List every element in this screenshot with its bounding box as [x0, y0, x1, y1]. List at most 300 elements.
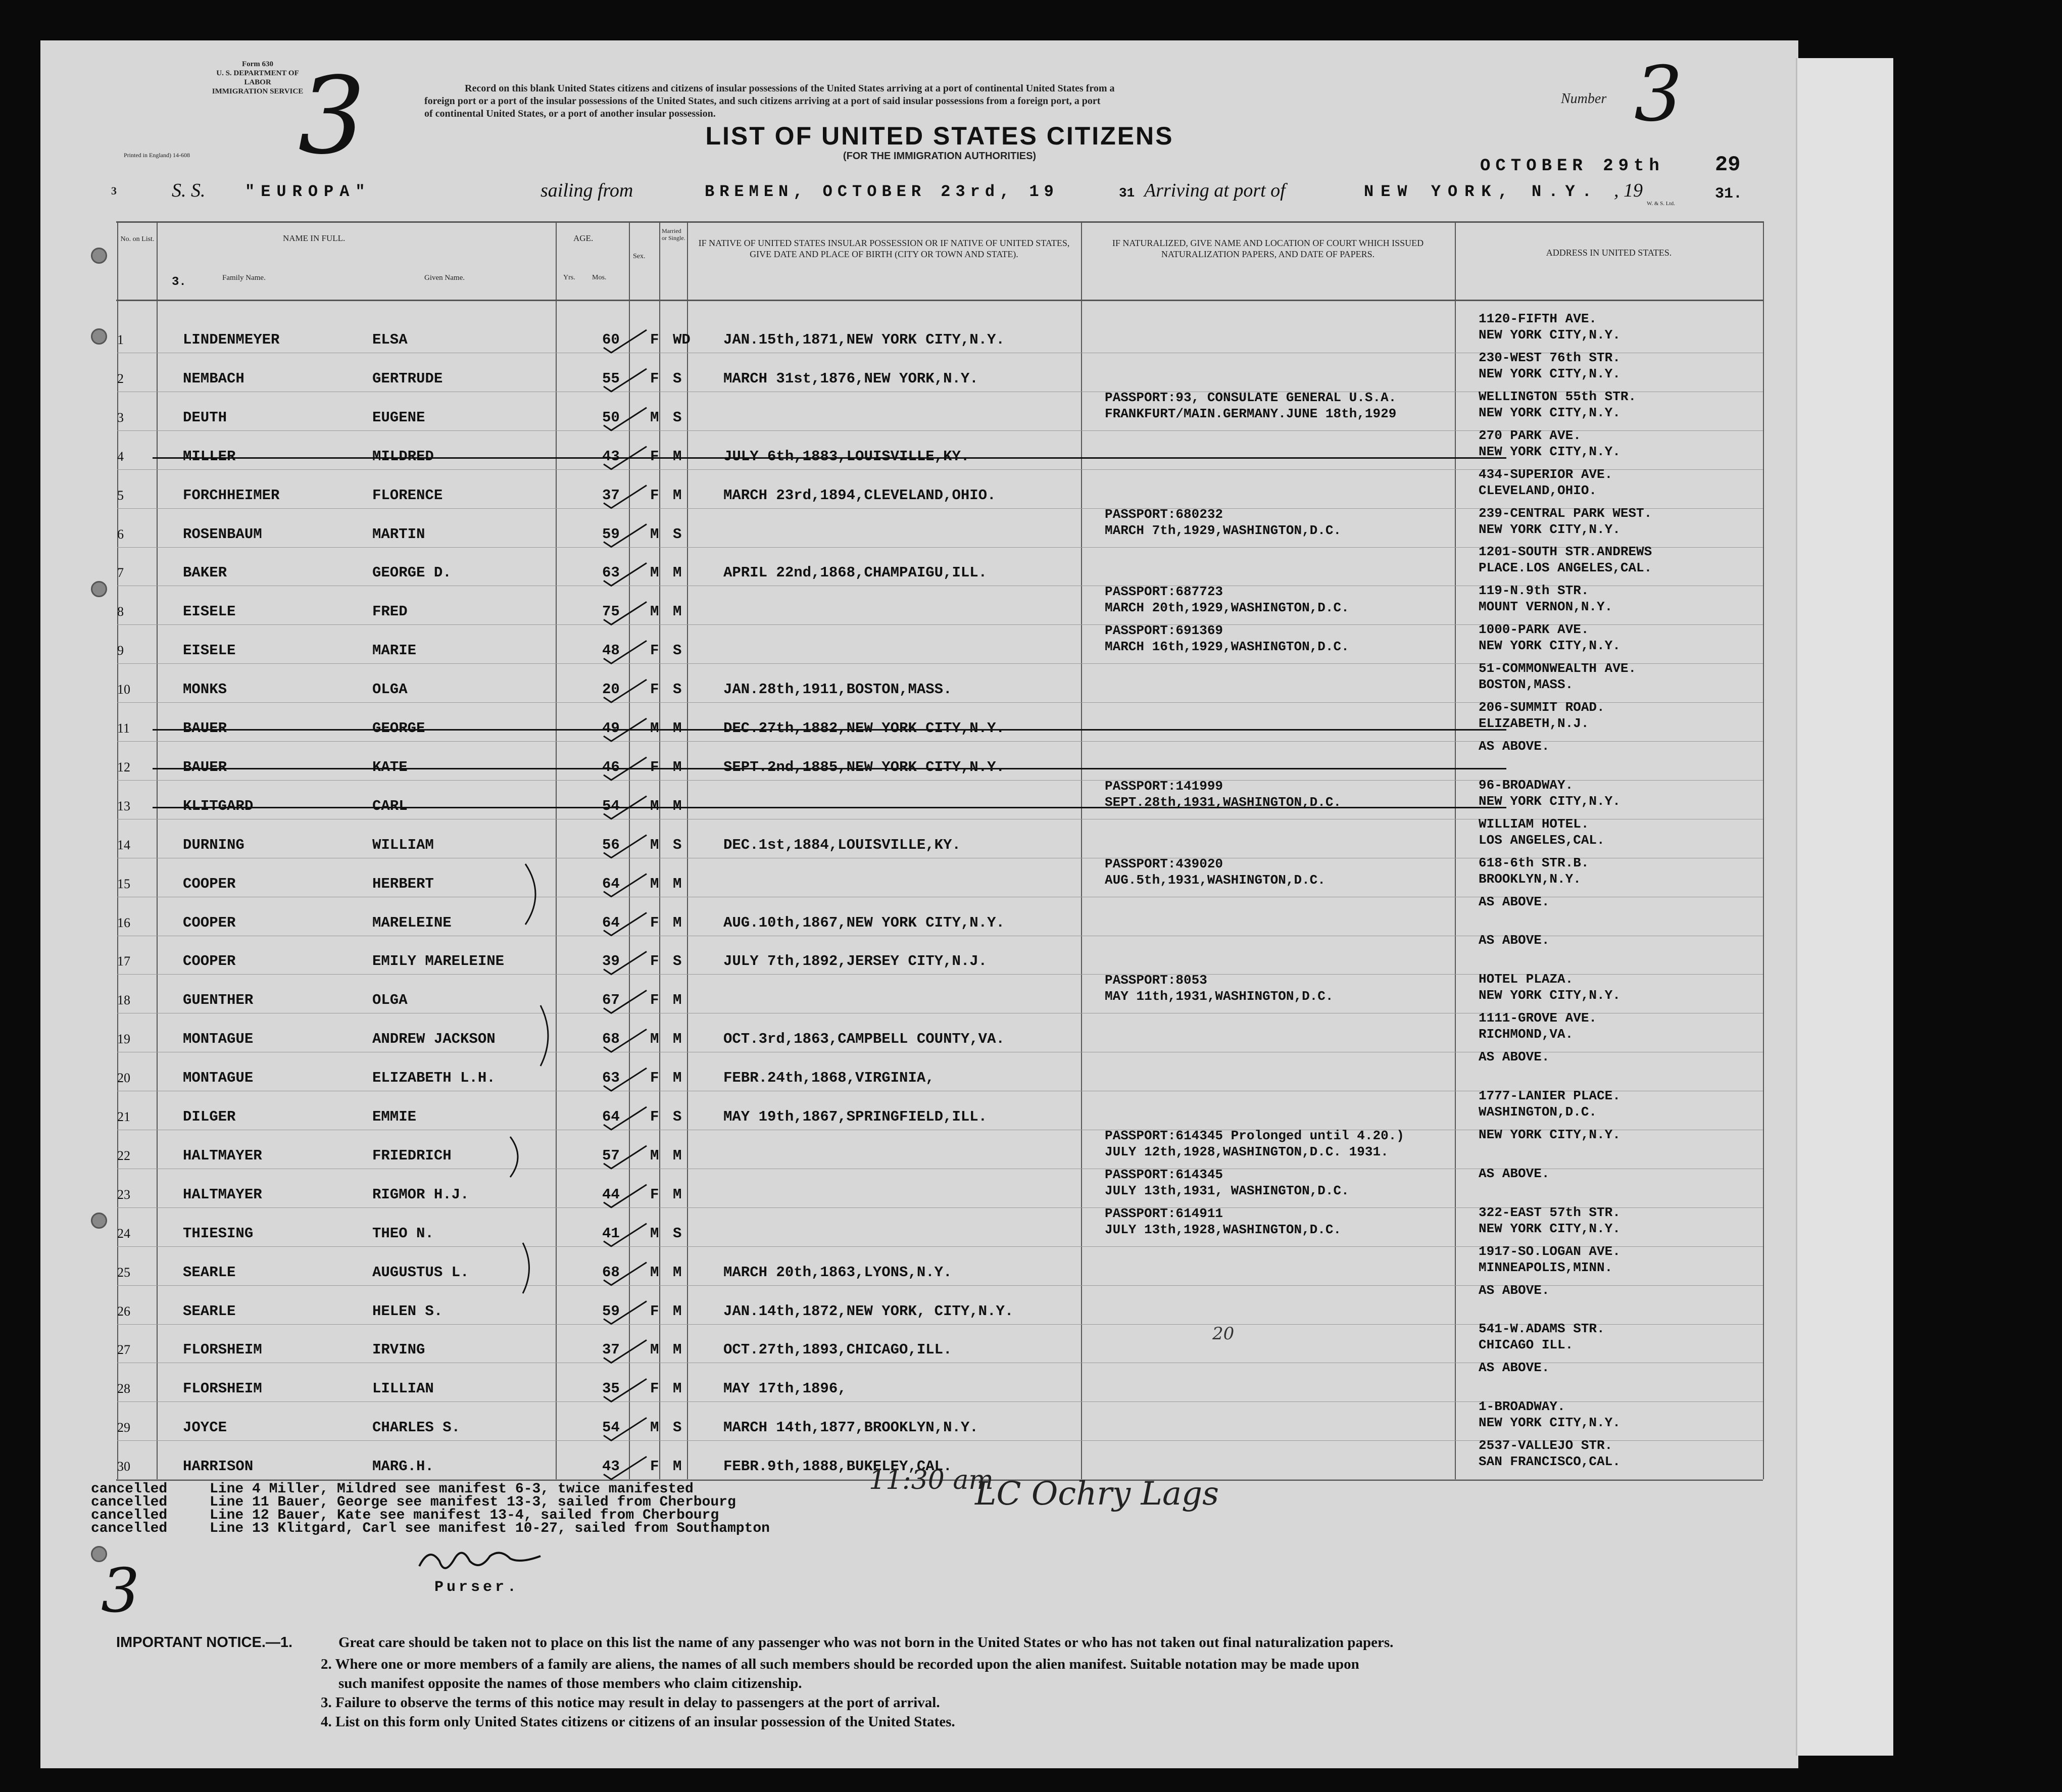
- cell-sex: F: [650, 1186, 659, 1203]
- cell-address: NEW YORK CITY,N.Y.: [1479, 405, 1621, 420]
- cell-sex: F: [650, 992, 659, 1009]
- cell-no: 21: [117, 1109, 130, 1124]
- ship-name: "EUROPA": [245, 182, 371, 201]
- cell-age: 54: [602, 797, 620, 814]
- cell-address: NEW YORK CITY,N.Y.: [1479, 1415, 1621, 1431]
- cell-given: FRIEDRICH: [372, 1147, 452, 1164]
- cell-family: LINDENMEYER: [183, 331, 280, 348]
- ss-label: S. S.: [172, 180, 206, 201]
- cell-family: MONTAGUE: [183, 1031, 254, 1048]
- cell-sex: F: [650, 758, 659, 776]
- cell-address: NEW YORK CITY,N.Y.: [1479, 638, 1621, 654]
- cell-sex: M: [650, 603, 659, 620]
- cancel-label: cancelled: [91, 1481, 168, 1497]
- cell-address: HOTEL PLAZA.: [1479, 972, 1574, 987]
- checkmark: [604, 369, 647, 392]
- cell-given: LILLIAN: [372, 1380, 434, 1397]
- cell-age: 35: [602, 1380, 620, 1397]
- col-header-mos: Mos.: [592, 274, 607, 281]
- cell-address: MOUNT VERNON,N.Y.: [1479, 599, 1613, 615]
- cell-age: 64: [602, 1108, 620, 1125]
- cell-naturalization: MARCH 16th,1929,WASHINGTON,D.C.: [1105, 639, 1349, 655]
- cell-no: 13: [117, 798, 130, 813]
- cell-sex: F: [650, 1070, 659, 1087]
- cell-family: FLORSHEIM: [183, 1380, 262, 1397]
- cell-no: 10: [117, 682, 130, 697]
- cell-family: DURNING: [183, 836, 244, 853]
- checkmark: [604, 796, 647, 819]
- cell-family: BAUER: [183, 758, 227, 776]
- cell-age: 75: [602, 603, 620, 620]
- cell-address: 618-6th STR.B.: [1479, 855, 1589, 870]
- cell-no: 4: [117, 449, 124, 464]
- sailing-year: 31: [1119, 185, 1135, 201]
- cell-family: HALTMAYER: [183, 1147, 262, 1164]
- checkmark: [604, 990, 647, 1013]
- cell-no: 18: [117, 993, 130, 1008]
- cell-birth: MARCH 14th,1877,BROOKLYN,N.Y.: [723, 1419, 978, 1436]
- notice-item: 3. Failure to observe the terms of this notice may result in delay to passengers at the port of arrival.: [321, 1694, 940, 1711]
- cell-address: 270 PARK AVE.: [1479, 427, 1581, 443]
- cell-family: BAKER: [183, 564, 227, 582]
- cell-given: EUGENE: [372, 409, 425, 426]
- cell-address: 119-N.9th STR.: [1479, 583, 1589, 599]
- cell-sex: M: [650, 836, 659, 853]
- col-header-name: NAME IN FULL.: [283, 233, 346, 243]
- cell-no: 29: [117, 1420, 130, 1435]
- cell-given: MILDRED: [372, 448, 434, 465]
- checkmark: [604, 641, 647, 663]
- cell-no: 19: [117, 1032, 130, 1047]
- cell-address: ELIZABETH,N.J.: [1479, 716, 1589, 731]
- cell-no: 2: [117, 371, 124, 386]
- cell-address: AS ABOVE.: [1479, 1166, 1550, 1181]
- cell-given: EMMIE: [372, 1108, 417, 1125]
- cell-naturalization: PASSPORT:8053: [1105, 973, 1207, 988]
- cell-naturalization: JULY 13th,1931, WASHINGTON,D.C.: [1105, 1183, 1349, 1198]
- cell-address: 1-BROADWAY.: [1479, 1399, 1565, 1415]
- cell-age: 59: [602, 1302, 620, 1320]
- cell-no: 16: [117, 915, 130, 930]
- cell-birth: DEC.27th,1882,NEW YORK CITY,N.Y.: [723, 720, 1005, 737]
- notice-label: IMPORTANT NOTICE.—1.: [116, 1634, 293, 1651]
- cell-given: FLORENCE: [372, 487, 443, 504]
- cell-address: 1111-GROVE AVE.: [1479, 1010, 1597, 1026]
- cell-address: RICHMOND,VA.: [1479, 1027, 1574, 1042]
- cell-naturalization: AUG.5th,1931,WASHINGTON,D.C.: [1105, 872, 1325, 888]
- cell-family: MONTAGUE: [183, 1070, 254, 1087]
- cell-given: GEORGE: [372, 720, 425, 737]
- purser-signature: [414, 1536, 556, 1581]
- cell-age: 60: [602, 331, 620, 348]
- checkmark: [604, 757, 647, 780]
- cell-no: 27: [117, 1342, 130, 1358]
- cell-naturalization: PASSPORT:687723: [1105, 584, 1223, 600]
- cell-naturalization: SEPT.28th,1931,WASHINGTON,D.C.: [1105, 794, 1342, 810]
- cell-given: ELSA: [372, 331, 408, 348]
- cell-age: 46: [602, 758, 620, 776]
- cell-family: FLORSHEIM: [183, 1341, 262, 1359]
- cell-address: NEW YORK CITY,N.Y.: [1479, 327, 1621, 343]
- cell-address: 322-EAST 57th STR.: [1479, 1204, 1621, 1220]
- cell-no: 26: [117, 1303, 130, 1319]
- cell-address: NEW YORK CITY,N.Y.: [1479, 444, 1621, 459]
- cell-ms: M: [673, 1341, 682, 1359]
- cell-family: GUENTHER: [183, 992, 254, 1009]
- cell-ms: M: [673, 1380, 682, 1397]
- cell-birth: JULY 7th,1892,JERSEY CITY,N.J.: [723, 953, 988, 970]
- checkmark: [604, 486, 647, 508]
- cell-age: 37: [602, 1341, 620, 1359]
- cell-age: 55: [602, 370, 620, 387]
- cell-address: 239-CENTRAL PARK WEST.: [1479, 505, 1652, 521]
- cell-naturalization: PASSPORT:614345: [1105, 1167, 1223, 1182]
- cell-no: 22: [117, 1148, 130, 1163]
- cell-given: KATE: [372, 758, 408, 776]
- cell-address: 1777-LANIER PLACE.: [1479, 1088, 1621, 1103]
- arrival-date: OCTOBER 29th: [1480, 157, 1664, 176]
- page-subtitle: (FOR THE IMMIGRATION AUTHORITIES): [843, 151, 1037, 162]
- cell-ms: M: [673, 758, 682, 776]
- cell-sex: M: [650, 1225, 659, 1242]
- cell-age: 48: [602, 642, 620, 659]
- cell-address: NEW YORK CITY,N.Y.: [1479, 988, 1621, 1003]
- cell-birth: OCT.3rd,1863,CAMPBELL COUNTY,VA.: [723, 1031, 1005, 1048]
- cell-given: ANDREW JACKSON: [372, 1031, 496, 1048]
- cell-address: NEW YORK CITY,N.Y.: [1479, 366, 1621, 381]
- cell-ms: M: [673, 1264, 682, 1281]
- cell-given: THEO N.: [372, 1225, 434, 1242]
- cell-address: AS ABOVE.: [1479, 894, 1550, 909]
- cell-family: MONKS: [183, 681, 227, 698]
- cell-address: 1000-PARK AVE.: [1479, 622, 1589, 638]
- cell-address: NEW YORK CITY,N.Y.: [1479, 1127, 1621, 1142]
- cell-birth: JAN.14th,1872,NEW YORK, CITY,N.Y.: [723, 1302, 1014, 1320]
- cell-sex: F: [650, 1458, 659, 1475]
- cell-address: NEW YORK CITY,N.Y.: [1479, 793, 1621, 809]
- bracket-mark: [541, 1005, 548, 1066]
- cell-given: ELIZABETH L.H.: [372, 1070, 496, 1087]
- cancel-text: Line 11 Bauer, George see manifest 13-3, sailed from Cherbourg: [210, 1494, 736, 1510]
- bracket-mark: [510, 1137, 518, 1177]
- cell-family: ROSENBAUM: [183, 525, 262, 543]
- cell-age: 64: [602, 875, 620, 892]
- cell-given: MARIE: [372, 642, 417, 659]
- col-header-sex: Sex.: [633, 253, 646, 260]
- cell-birth: JULY 6th,1883,LOUISVILLE,KY.: [723, 448, 970, 465]
- cell-birth: SEPT.2nd,1885,NEW YORK CITY,N.Y.: [723, 758, 1005, 776]
- cell-given: OLGA: [372, 992, 408, 1009]
- cell-address: 206-SUMMIT ROAD.: [1479, 700, 1605, 715]
- cell-given: MARG.H.: [372, 1458, 434, 1475]
- cell-no: 8: [117, 604, 124, 619]
- notice-item: 4. List on this form only United States citizens or citizens of an insular possession of the United States.: [321, 1714, 955, 1730]
- cell-address: AS ABOVE.: [1479, 1360, 1550, 1376]
- checkmark: [604, 447, 647, 469]
- cell-no: 11: [117, 721, 130, 736]
- handwritten-note: LC Ochry Lags: [975, 1475, 1219, 1513]
- cell-no: 1: [117, 332, 124, 347]
- bracket-mark: [525, 864, 535, 925]
- page-title: LIST OF UNITED STATES CITIZENS: [705, 122, 1174, 150]
- cell-given: RIGMOR H.J.: [372, 1186, 469, 1203]
- arrival-port: NEW YORK, N.Y.: [1364, 182, 1599, 201]
- cell-no: 20: [117, 1071, 130, 1086]
- checkmark: [604, 913, 647, 936]
- checkmark: [604, 1224, 647, 1246]
- cell-address: NEW YORK CITY,N.Y.: [1479, 1221, 1621, 1236]
- cell-ms: S: [673, 1225, 682, 1242]
- cancellation-notes: [91, 1483, 770, 1535]
- cell-family: HARRISON: [183, 1458, 254, 1475]
- number-value: 3: [1634, 51, 1683, 138]
- cell-birth: MAY 17th,1896,: [723, 1380, 847, 1397]
- cell-ms: S: [673, 953, 682, 970]
- cell-address: AS ABOVE.: [1479, 933, 1550, 948]
- cell-birth: OCT.27th,1893,CHICAGO,ILL.: [723, 1341, 952, 1359]
- notice-item: such manifest opposite the names of those members who claim citizenship.: [338, 1675, 802, 1691]
- cancel-label: cancelled: [91, 1494, 168, 1510]
- cell-naturalization: PASSPORT:141999: [1105, 778, 1223, 794]
- cell-address: CLEVELAND,OHIO.: [1479, 482, 1597, 498]
- cell-family: COOPER: [183, 953, 236, 970]
- cell-no: 3: [117, 410, 124, 425]
- cell-age: 56: [602, 836, 620, 853]
- cell-family: SEARLE: [183, 1264, 236, 1281]
- cell-naturalization: PASSPORT:680232: [1105, 506, 1223, 522]
- arrival-year: 31.: [1715, 185, 1743, 203]
- cell-no: 28: [117, 1381, 130, 1396]
- cell-no: 6: [117, 526, 124, 542]
- checkmark: [604, 1146, 647, 1169]
- cell-age: 37: [602, 487, 620, 504]
- cell-age: 59: [602, 525, 620, 543]
- cell-ms: S: [673, 681, 682, 698]
- cell-sex: M: [650, 1147, 659, 1164]
- cell-sex: F: [650, 370, 659, 387]
- cell-age: 50: [602, 409, 620, 426]
- cell-sex: M: [650, 720, 659, 737]
- col-header-address: ADDRESS IN UNITED STATES.: [1546, 248, 1672, 258]
- cell-birth: JAN.28th,1911,BOSTON,MASS.: [723, 681, 952, 698]
- cell-ms: M: [673, 603, 682, 620]
- cell-age: 67: [602, 992, 620, 1009]
- cell-address: AS ABOVE.: [1479, 738, 1550, 754]
- cell-given: AUGUSTUS L.: [372, 1264, 469, 1281]
- sailing-from: BREMEN, OCTOBER 23rd, 19: [705, 182, 1059, 201]
- sailing-label: sailing from: [541, 180, 633, 201]
- cell-address: PLACE.LOS ANGELES,CAL.: [1479, 560, 1652, 576]
- cell-sex: M: [650, 1419, 659, 1436]
- cell-sex: M: [650, 409, 659, 426]
- cell-naturalization: PASSPORT:93, CONSULATE GENERAL U.S.A.: [1105, 390, 1397, 405]
- cell-address: 541-W.ADAMS STR.: [1479, 1321, 1605, 1337]
- cell-age: 44: [602, 1186, 620, 1203]
- checkmark: [604, 1185, 647, 1207]
- year-prefix: , 19: [1614, 180, 1643, 201]
- cell-sex: M: [650, 1264, 659, 1281]
- cell-sex: M: [650, 875, 659, 892]
- intro-line: Record on this blank United States citizens and citizens of insular possessions of the United States arriving at a port of continental United States from a: [465, 83, 1115, 94]
- cell-sex: F: [650, 1380, 659, 1397]
- cell-age: 64: [602, 914, 620, 931]
- printed-note: Printed in England) 14-608: [124, 152, 190, 159]
- cell-age: 68: [602, 1031, 620, 1048]
- checkmark: [604, 1029, 647, 1052]
- cell-family: BAUER: [183, 720, 227, 737]
- arrival-day: 29: [1715, 153, 1741, 177]
- first-mark: 3.: [172, 275, 186, 289]
- cell-family: THIESING: [183, 1225, 254, 1242]
- cell-sex: F: [650, 331, 659, 348]
- cell-age: 49: [602, 720, 620, 737]
- cell-no: 7: [117, 565, 124, 580]
- cell-ms: M: [673, 564, 682, 582]
- cell-age: 43: [602, 448, 620, 465]
- cell-ms: S: [673, 642, 682, 659]
- cancellation-line: [91, 1522, 770, 1535]
- checkmark: [604, 1068, 647, 1091]
- cell-age: 20: [602, 681, 620, 698]
- cell-no: 24: [117, 1226, 130, 1241]
- checkmark: [604, 835, 647, 858]
- cell-no: 30: [117, 1459, 130, 1474]
- notice-item: Great care should be taken not to place on this list the name of any passenger who was not born in the United States or who has not taken out final naturalization papers.: [338, 1634, 1394, 1651]
- cell-given: GERTRUDE: [372, 370, 443, 387]
- cell-given: HERBERT: [372, 875, 434, 892]
- cell-sex: M: [650, 564, 659, 582]
- purser-label: Purser.: [434, 1579, 520, 1596]
- cell-naturalization: MARCH 20th,1929,WASHINGTON,D.C.: [1105, 600, 1349, 616]
- intro-line: of continental United States, or a port of another insular possession.: [424, 108, 716, 119]
- notice-item: 2. Where one or more members of a family are aliens, the names of all such members should be recorded upon the alien manifest. Suitable notation may be made upon: [321, 1656, 1359, 1672]
- cell-age: 41: [602, 1225, 620, 1242]
- cell-age: 54: [602, 1419, 620, 1436]
- cell-birth: FEBR.24th,1868,VIRGINIA,: [723, 1070, 935, 1087]
- cell-no: 17: [117, 954, 130, 969]
- cell-given: MARELEINE: [372, 914, 452, 931]
- cell-ms: M: [673, 1031, 682, 1048]
- cell-age: 68: [602, 1264, 620, 1281]
- cell-address: BOSTON,MASS.: [1479, 677, 1574, 693]
- col-header-yrs: Yrs.: [563, 274, 575, 281]
- cell-family: HALTMAYER: [183, 1186, 262, 1203]
- cell-sex: F: [650, 487, 659, 504]
- col-header-given: Given Name.: [424, 274, 465, 282]
- cell-ms: S: [673, 525, 682, 543]
- cell-sex: F: [650, 681, 659, 698]
- cell-birth: JAN.15th,1871,NEW YORK CITY,N.Y.: [723, 331, 1005, 348]
- cell-ms: WD: [673, 331, 691, 348]
- cell-naturalization: JULY 13th,1928,WASHINGTON,D.C.: [1105, 1222, 1342, 1237]
- cell-address: CHICAGO ILL.: [1479, 1337, 1574, 1353]
- checkmark: [604, 1263, 647, 1285]
- checkmark: [604, 718, 647, 741]
- cell-address: 230-WEST 76th STR.: [1479, 350, 1621, 365]
- cell-address: MINNEAPOLIS,MINN.: [1479, 1260, 1613, 1275]
- cell-address: WILLIAM HOTEL.: [1479, 816, 1589, 832]
- cell-age: 39: [602, 953, 620, 970]
- cell-birth: MARCH 20th,1863,LYONS,N.Y.: [723, 1264, 952, 1281]
- cell-no: 23: [117, 1187, 130, 1202]
- cell-given: OLGA: [372, 681, 408, 698]
- cell-address: WELLINGTON 55th STR.: [1479, 389, 1637, 404]
- cell-birth: MAY 19th,1867,SPRINGFIELD,ILL.: [723, 1108, 988, 1125]
- cell-no: 25: [117, 1265, 130, 1280]
- cell-naturalization: FRANKFURT/MAIN.GERMANY.JUNE 18th,1929: [1105, 406, 1397, 421]
- cell-given: MARTIN: [372, 525, 425, 543]
- cell-sex: F: [650, 914, 659, 931]
- cell-ms: M: [673, 1070, 682, 1087]
- cell-address: SAN FRANCISCO,CAL.: [1479, 1454, 1621, 1470]
- cell-naturalization: JULY 12th,1928,WASHINGTON,D.C. 1931.: [1105, 1144, 1389, 1159]
- cell-address: 96-BROADWAY.: [1479, 777, 1574, 793]
- cell-family: JOYCE: [183, 1419, 227, 1436]
- checkmark: [604, 1418, 647, 1440]
- cell-no: 15: [117, 876, 130, 891]
- cell-given: EMILY MARELEINE: [372, 953, 505, 970]
- cell-given: HELEN S.: [372, 1302, 443, 1320]
- cell-sex: M: [650, 1031, 659, 1048]
- cell-naturalization: PASSPORT:691369: [1105, 623, 1223, 639]
- checkmark: [604, 408, 647, 430]
- form-number: Form 630: [241, 60, 274, 68]
- cell-address: 1201-SOUTH STR.ANDREWS: [1479, 544, 1652, 560]
- cell-address: BROOKLYN,N.Y.: [1479, 871, 1581, 887]
- checkmark: [604, 1379, 647, 1401]
- checkmark: [604, 1301, 647, 1324]
- cell-address: 51-COMMONWEALTH AVE.: [1479, 661, 1637, 676]
- col-header-no: No. on List.: [120, 235, 155, 243]
- cell-sex: F: [650, 448, 659, 465]
- cell-sex: M: [650, 797, 659, 814]
- cell-naturalization: MAY 11th,1931,WASHINGTON,D.C.: [1105, 989, 1334, 1004]
- checkmark: [604, 680, 647, 702]
- cancel-label: cancelled: [91, 1521, 168, 1536]
- arriving-label: Arriving at port of: [1144, 180, 1286, 201]
- cell-age: 57: [602, 1147, 620, 1164]
- line-prefix: 3: [111, 184, 117, 197]
- cell-given: WILLIAM: [372, 836, 434, 853]
- department: U. S. DEPARTMENT OF LABOR: [216, 69, 299, 86]
- cell-birth: MARCH 23rd,1894,CLEVELAND,OHIO.: [723, 487, 996, 504]
- cell-no: 12: [117, 759, 130, 774]
- col-header-naturalized: IF NATURALIZED, GIVE NAME AND LOCATION OF COURT WHICH ISSUED NATURALIZATION PAPERS, AND DATE OF PAPERS.: [1112, 238, 1424, 259]
- cell-family: COOPER: [183, 875, 236, 892]
- cell-age: 63: [602, 1070, 620, 1087]
- cell-age: 43: [602, 1458, 620, 1475]
- checkmark: [604, 1107, 647, 1130]
- cancel-label: cancelled: [91, 1508, 168, 1523]
- cell-ms: M: [673, 797, 682, 814]
- cell-ms: M: [673, 1302, 682, 1320]
- cell-ms: S: [673, 836, 682, 853]
- cell-address: 1917-SO.LOGAN AVE.: [1479, 1243, 1621, 1259]
- cell-ms: M: [673, 992, 682, 1009]
- cell-address: WASHINGTON,D.C.: [1479, 1104, 1597, 1120]
- cell-ms: M: [673, 1147, 682, 1164]
- cell-address: AS ABOVE.: [1479, 1049, 1550, 1065]
- checkmark: [604, 1457, 647, 1479]
- cell-sex: M: [650, 525, 659, 543]
- cell-family: EISELE: [183, 642, 236, 659]
- important-notice: [116, 1634, 1783, 1731]
- cell-ms: M: [673, 1186, 682, 1203]
- printer-mark: W. & S. Ltd.: [1647, 201, 1675, 207]
- cell-sex: M: [650, 1341, 659, 1359]
- cell-family: SEARLE: [183, 1302, 236, 1320]
- cell-birth: MARCH 31st,1876,NEW YORK,N.Y.: [723, 370, 978, 387]
